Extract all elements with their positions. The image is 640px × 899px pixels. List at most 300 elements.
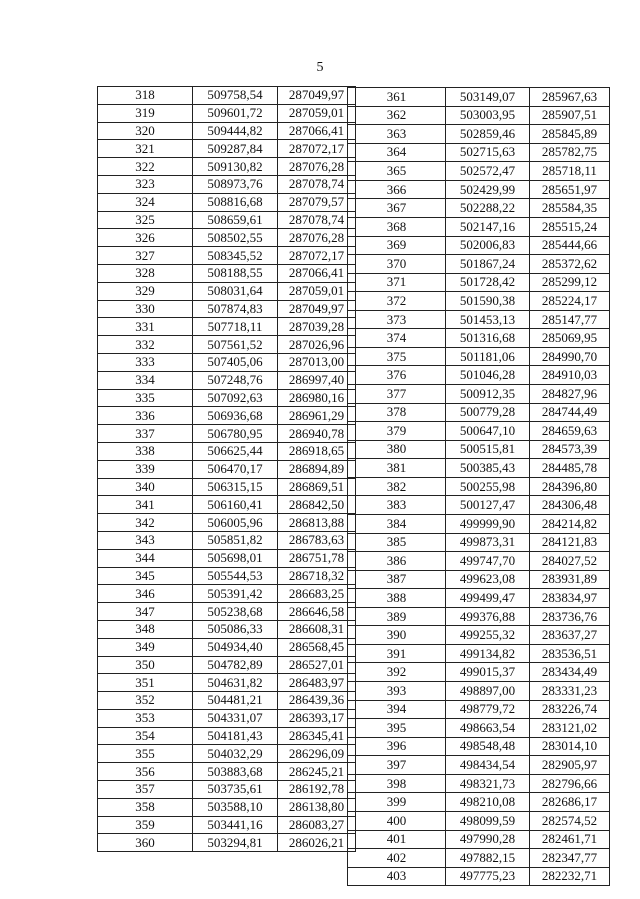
y-coordinate-cell: 287078,74 (278, 175, 356, 193)
x-coordinate-cell: 498210,08 (446, 793, 530, 812)
table-row (348, 106, 610, 125)
x-coordinate-cell: 497882,15 (446, 849, 530, 868)
table-row (98, 781, 356, 799)
x-coordinate-cell: 502859,46 (446, 125, 530, 144)
x-coordinate-cell: 503735,61 (193, 781, 278, 799)
y-coordinate-cell: 286894,89 (278, 460, 356, 478)
y-coordinate-cell: 283736,76 (530, 607, 610, 626)
x-coordinate-cell: 502006,83 (446, 236, 530, 255)
point-number-cell: 391 (348, 644, 446, 663)
x-coordinate-cell: 504331,07 (193, 709, 278, 727)
page-number: 5 (316, 60, 324, 75)
table-row (98, 638, 356, 656)
point-number-cell: 354 (98, 727, 193, 745)
y-coordinate-cell: 286083,27 (278, 816, 356, 834)
point-number-cell: 346 (98, 585, 193, 603)
point-number-cell: 334 (98, 371, 193, 389)
table-row (348, 737, 610, 756)
point-number-cell: 329 (98, 282, 193, 300)
x-coordinate-cell: 508345,52 (193, 247, 278, 265)
x-coordinate-cell: 508031,64 (193, 282, 278, 300)
table-row (348, 830, 610, 849)
x-coordinate-cell: 507248,76 (193, 371, 278, 389)
y-coordinate-cell: 283637,27 (530, 626, 610, 645)
point-number-cell: 344 (98, 549, 193, 567)
table-row (98, 371, 356, 389)
x-coordinate-cell: 503883,68 (193, 763, 278, 781)
table-row (348, 292, 610, 311)
point-number-cell: 335 (98, 389, 193, 407)
point-number-cell: 337 (98, 425, 193, 443)
point-number-cell: 399 (348, 793, 446, 812)
table-row (348, 199, 610, 218)
point-number-cell: 328 (98, 264, 193, 282)
point-number-cell: 394 (348, 700, 446, 719)
x-coordinate-cell: 499015,37 (446, 663, 530, 682)
table-row (98, 620, 356, 638)
table-row (348, 607, 610, 626)
table-row (98, 460, 356, 478)
table-row (348, 514, 610, 533)
y-coordinate-cell: 285069,95 (530, 329, 610, 348)
table-row (348, 552, 610, 571)
point-number-cell: 349 (98, 638, 193, 656)
point-number-cell: 384 (348, 514, 446, 533)
y-coordinate-cell: 284121,83 (530, 533, 610, 552)
table-row (348, 719, 610, 738)
x-coordinate-cell: 501181,06 (446, 347, 530, 366)
point-number-cell: 324 (98, 193, 193, 211)
point-number-cell: 348 (98, 620, 193, 638)
y-coordinate-cell: 286608,31 (278, 620, 356, 638)
point-number-cell: 373 (348, 310, 446, 329)
x-coordinate-cell: 500779,28 (446, 403, 530, 422)
x-coordinate-cell: 509287,84 (193, 140, 278, 158)
table-row (98, 514, 356, 532)
point-number-cell: 382 (348, 477, 446, 496)
x-coordinate-cell: 502288,22 (446, 199, 530, 218)
y-coordinate-cell: 287026,96 (278, 336, 356, 354)
point-number-cell: 355 (98, 745, 193, 763)
table-row (348, 385, 610, 404)
point-number-cell: 353 (98, 709, 193, 727)
point-number-cell: 388 (348, 589, 446, 608)
table-row (98, 353, 356, 371)
table-row (98, 798, 356, 816)
y-coordinate-cell: 284485,78 (530, 459, 610, 478)
point-number-cell: 401 (348, 830, 446, 849)
x-coordinate-cell: 509130,82 (193, 158, 278, 176)
point-number-cell: 363 (348, 125, 446, 144)
y-coordinate-cell: 283014,10 (530, 737, 610, 756)
y-coordinate-cell: 283226,74 (530, 700, 610, 719)
point-number-cell: 368 (348, 217, 446, 236)
table-row (348, 273, 610, 292)
x-coordinate-cell: 509758,54 (193, 87, 278, 105)
x-coordinate-cell: 501590,38 (446, 292, 530, 311)
table-row (98, 834, 356, 852)
y-coordinate-cell: 282461,71 (530, 830, 610, 849)
point-number-cell: 393 (348, 682, 446, 701)
x-coordinate-cell: 508659,61 (193, 211, 278, 229)
y-coordinate-cell: 282232,71 (530, 867, 610, 886)
y-coordinate-cell: 286646,58 (278, 603, 356, 621)
y-coordinate-cell: 287076,28 (278, 229, 356, 247)
y-coordinate-cell: 283536,51 (530, 644, 610, 663)
x-coordinate-cell: 505851,82 (193, 531, 278, 549)
y-coordinate-cell: 286568,45 (278, 638, 356, 656)
y-coordinate-cell: 287066,41 (278, 122, 356, 140)
point-number-cell: 320 (98, 122, 193, 140)
point-number-cell: 327 (98, 247, 193, 265)
x-coordinate-cell: 502147,16 (446, 217, 530, 236)
table-row (98, 389, 356, 407)
x-coordinate-cell: 503588,10 (193, 798, 278, 816)
y-coordinate-cell: 282574,52 (530, 811, 610, 830)
x-coordinate-cell: 504782,89 (193, 656, 278, 674)
x-coordinate-cell: 504934,40 (193, 638, 278, 656)
y-coordinate-cell: 286813,88 (278, 514, 356, 532)
x-coordinate-cell: 507874,83 (193, 300, 278, 318)
table-row (348, 366, 610, 385)
table-row (348, 811, 610, 830)
table-row (98, 87, 356, 105)
table-row (98, 496, 356, 514)
table-row (98, 567, 356, 585)
point-number-cell: 358 (98, 798, 193, 816)
y-coordinate-cell: 283121,02 (530, 719, 610, 738)
y-coordinate-cell: 286869,51 (278, 478, 356, 496)
point-number-cell: 378 (348, 403, 446, 422)
point-number-cell: 398 (348, 774, 446, 793)
y-coordinate-cell: 285967,63 (530, 88, 610, 107)
table-row (348, 700, 610, 719)
y-coordinate-cell: 284827,96 (530, 385, 610, 404)
x-coordinate-cell: 499376,88 (446, 607, 530, 626)
table-row (98, 709, 356, 727)
point-number-cell: 372 (348, 292, 446, 311)
point-number-cell: 374 (348, 329, 446, 348)
y-coordinate-cell: 287072,17 (278, 247, 356, 265)
y-coordinate-cell: 282796,66 (530, 774, 610, 793)
x-coordinate-cell: 501728,42 (446, 273, 530, 292)
point-number-cell: 361 (348, 88, 446, 107)
point-number-cell: 321 (98, 140, 193, 158)
x-coordinate-cell: 507561,52 (193, 336, 278, 354)
coordinates-table-left (97, 86, 356, 852)
table-row (348, 143, 610, 162)
table-row (98, 585, 356, 603)
table-row (98, 264, 356, 282)
table-row (348, 774, 610, 793)
y-coordinate-cell: 282347,77 (530, 849, 610, 868)
x-coordinate-cell: 507092,63 (193, 389, 278, 407)
y-coordinate-cell: 285907,51 (530, 106, 610, 125)
x-coordinate-cell: 503294,81 (193, 834, 278, 852)
y-coordinate-cell: 286683,25 (278, 585, 356, 603)
y-coordinate-cell: 286527,01 (278, 656, 356, 674)
x-coordinate-cell: 501046,28 (446, 366, 530, 385)
x-coordinate-cell: 500385,43 (446, 459, 530, 478)
point-number-cell: 357 (98, 781, 193, 799)
table-row (348, 329, 610, 348)
table-row (348, 217, 610, 236)
y-coordinate-cell: 286192,78 (278, 781, 356, 799)
y-coordinate-cell: 287039,28 (278, 318, 356, 336)
y-coordinate-cell: 284910,03 (530, 366, 610, 385)
table-row (348, 663, 610, 682)
x-coordinate-cell: 500912,35 (446, 385, 530, 404)
point-number-cell: 402 (348, 849, 446, 868)
table-row (98, 549, 356, 567)
x-coordinate-cell: 505238,68 (193, 603, 278, 621)
y-coordinate-cell: 286245,21 (278, 763, 356, 781)
point-number-cell: 375 (348, 347, 446, 366)
x-coordinate-cell: 498099,59 (446, 811, 530, 830)
table-row (98, 193, 356, 211)
x-coordinate-cell: 504181,43 (193, 727, 278, 745)
table-row (348, 440, 610, 459)
x-coordinate-cell: 503441,16 (193, 816, 278, 834)
y-coordinate-cell: 287066,41 (278, 264, 356, 282)
point-number-cell: 366 (348, 180, 446, 199)
x-coordinate-cell: 507405,06 (193, 353, 278, 371)
y-coordinate-cell: 287049,97 (278, 300, 356, 318)
table-row (98, 425, 356, 443)
point-number-cell: 323 (98, 175, 193, 193)
point-number-cell: 352 (98, 692, 193, 710)
table-row (98, 442, 356, 460)
table-row (98, 318, 356, 336)
point-number-cell: 340 (98, 478, 193, 496)
table-row (348, 459, 610, 478)
x-coordinate-cell: 505544,53 (193, 567, 278, 585)
point-number-cell: 377 (348, 385, 446, 404)
table-row (98, 674, 356, 692)
y-coordinate-cell: 283331,23 (530, 682, 610, 701)
table-row (98, 104, 356, 122)
point-number-cell: 341 (98, 496, 193, 514)
table-row (98, 211, 356, 229)
x-coordinate-cell: 497775,23 (446, 867, 530, 886)
table-row (98, 282, 356, 300)
y-coordinate-cell: 284306,48 (530, 496, 610, 515)
table-row (98, 816, 356, 834)
x-coordinate-cell: 502572,47 (446, 162, 530, 181)
x-coordinate-cell: 499623,08 (446, 570, 530, 589)
point-number-cell: 370 (348, 255, 446, 274)
y-coordinate-cell: 284573,39 (530, 440, 610, 459)
table-row (348, 849, 610, 868)
x-coordinate-cell: 506625,44 (193, 442, 278, 460)
table-row (98, 229, 356, 247)
point-number-cell: 387 (348, 570, 446, 589)
y-coordinate-cell: 285584,35 (530, 199, 610, 218)
y-coordinate-cell: 286783,63 (278, 531, 356, 549)
table-row (98, 122, 356, 140)
x-coordinate-cell: 499999,90 (446, 514, 530, 533)
y-coordinate-cell: 285845,89 (530, 125, 610, 144)
y-coordinate-cell: 287013,00 (278, 353, 356, 371)
point-number-cell: 356 (98, 763, 193, 781)
x-coordinate-cell: 505391,42 (193, 585, 278, 603)
point-number-cell: 369 (348, 236, 446, 255)
x-coordinate-cell: 500127,47 (446, 496, 530, 515)
x-coordinate-cell: 502715,63 (446, 143, 530, 162)
coordinates-table-right (347, 87, 610, 886)
point-number-cell: 322 (98, 158, 193, 176)
x-coordinate-cell: 499134,82 (446, 644, 530, 663)
point-number-cell: 319 (98, 104, 193, 122)
y-coordinate-cell: 287049,97 (278, 87, 356, 105)
point-number-cell: 359 (98, 816, 193, 834)
y-coordinate-cell: 286961,29 (278, 407, 356, 425)
y-coordinate-cell: 287079,57 (278, 193, 356, 211)
x-coordinate-cell: 508188,55 (193, 264, 278, 282)
table-row (98, 656, 356, 674)
x-coordinate-cell: 506315,15 (193, 478, 278, 496)
y-coordinate-cell: 287076,28 (278, 158, 356, 176)
y-coordinate-cell: 286296,09 (278, 745, 356, 763)
table-row (348, 570, 610, 589)
y-coordinate-cell: 286918,65 (278, 442, 356, 460)
table-row (98, 531, 356, 549)
y-coordinate-cell: 286940,78 (278, 425, 356, 443)
table-row (348, 180, 610, 199)
point-number-cell: 332 (98, 336, 193, 354)
x-coordinate-cell: 503003,95 (446, 106, 530, 125)
point-number-cell: 365 (348, 162, 446, 181)
y-coordinate-cell: 286980,16 (278, 389, 356, 407)
table-row (348, 88, 610, 107)
y-coordinate-cell: 285224,17 (530, 292, 610, 311)
y-coordinate-cell: 284744,49 (530, 403, 610, 422)
table-row (98, 603, 356, 621)
point-number-cell: 400 (348, 811, 446, 830)
point-number-cell: 326 (98, 229, 193, 247)
table-row (98, 336, 356, 354)
point-number-cell: 392 (348, 663, 446, 682)
point-number-cell: 364 (348, 143, 446, 162)
y-coordinate-cell: 286483,97 (278, 674, 356, 692)
table-row (98, 300, 356, 318)
table-row (98, 158, 356, 176)
y-coordinate-cell: 284990,70 (530, 347, 610, 366)
x-coordinate-cell: 502429,99 (446, 180, 530, 199)
y-coordinate-cell: 283434,49 (530, 663, 610, 682)
x-coordinate-cell: 498779,72 (446, 700, 530, 719)
point-number-cell: 383 (348, 496, 446, 515)
y-coordinate-cell: 284214,82 (530, 514, 610, 533)
y-coordinate-cell: 286138,80 (278, 798, 356, 816)
x-coordinate-cell: 498434,54 (446, 756, 530, 775)
point-number-cell: 381 (348, 459, 446, 478)
point-number-cell: 338 (98, 442, 193, 460)
y-coordinate-cell: 285718,11 (530, 162, 610, 181)
table-row (348, 347, 610, 366)
x-coordinate-cell: 506160,41 (193, 496, 278, 514)
point-number-cell: 396 (348, 737, 446, 756)
table-row (98, 175, 356, 193)
y-coordinate-cell: 283931,89 (530, 570, 610, 589)
x-coordinate-cell: 508816,68 (193, 193, 278, 211)
x-coordinate-cell: 501453,13 (446, 310, 530, 329)
point-number-cell: 345 (98, 567, 193, 585)
point-number-cell: 343 (98, 531, 193, 549)
y-coordinate-cell: 286345,41 (278, 727, 356, 745)
point-number-cell: 386 (348, 552, 446, 571)
point-number-cell: 330 (98, 300, 193, 318)
y-coordinate-cell: 286751,78 (278, 549, 356, 567)
x-coordinate-cell: 506470,17 (193, 460, 278, 478)
y-coordinate-cell: 285444,66 (530, 236, 610, 255)
point-number-cell: 347 (98, 603, 193, 621)
y-coordinate-cell: 287078,74 (278, 211, 356, 229)
x-coordinate-cell: 503149,07 (446, 88, 530, 107)
y-coordinate-cell: 286718,32 (278, 567, 356, 585)
point-number-cell: 397 (348, 756, 446, 775)
point-number-cell: 380 (348, 440, 446, 459)
table-row (348, 125, 610, 144)
y-coordinate-cell: 284396,80 (530, 477, 610, 496)
table-row (98, 763, 356, 781)
x-coordinate-cell: 509444,82 (193, 122, 278, 140)
table-row (348, 589, 610, 608)
x-coordinate-cell: 500647,10 (446, 422, 530, 441)
point-number-cell: 342 (98, 514, 193, 532)
x-coordinate-cell: 505086,33 (193, 620, 278, 638)
x-coordinate-cell: 499747,70 (446, 552, 530, 571)
y-coordinate-cell: 287059,01 (278, 104, 356, 122)
y-coordinate-cell: 282686,17 (530, 793, 610, 812)
x-coordinate-cell: 508973,76 (193, 175, 278, 193)
x-coordinate-cell: 498321,73 (446, 774, 530, 793)
x-coordinate-cell: 504481,21 (193, 692, 278, 710)
table-row (348, 236, 610, 255)
x-coordinate-cell: 506936,68 (193, 407, 278, 425)
y-coordinate-cell: 285372,62 (530, 255, 610, 274)
y-coordinate-cell: 286026,21 (278, 834, 356, 852)
point-number-cell: 350 (98, 656, 193, 674)
table-row (348, 793, 610, 812)
x-coordinate-cell: 497990,28 (446, 830, 530, 849)
table-row (348, 477, 610, 496)
table-row (348, 162, 610, 181)
point-number-cell: 379 (348, 422, 446, 441)
table-row (348, 867, 610, 886)
y-coordinate-cell: 286393,17 (278, 709, 356, 727)
y-coordinate-cell: 286997,40 (278, 371, 356, 389)
table-row (348, 626, 610, 645)
table-row (98, 140, 356, 158)
point-number-cell: 318 (98, 87, 193, 105)
point-number-cell: 351 (98, 674, 193, 692)
y-coordinate-cell: 285651,97 (530, 180, 610, 199)
x-coordinate-cell: 506005,96 (193, 514, 278, 532)
point-number-cell: 360 (98, 834, 193, 852)
point-number-cell: 325 (98, 211, 193, 229)
y-coordinate-cell: 284027,52 (530, 552, 610, 571)
point-number-cell: 331 (98, 318, 193, 336)
y-coordinate-cell: 285147,77 (530, 310, 610, 329)
x-coordinate-cell: 507718,11 (193, 318, 278, 336)
x-coordinate-cell: 501867,24 (446, 255, 530, 274)
x-coordinate-cell: 498897,00 (446, 682, 530, 701)
x-coordinate-cell: 498548,48 (446, 737, 530, 756)
point-number-cell: 362 (348, 106, 446, 125)
y-coordinate-cell: 285515,24 (530, 217, 610, 236)
y-coordinate-cell: 286439,36 (278, 692, 356, 710)
